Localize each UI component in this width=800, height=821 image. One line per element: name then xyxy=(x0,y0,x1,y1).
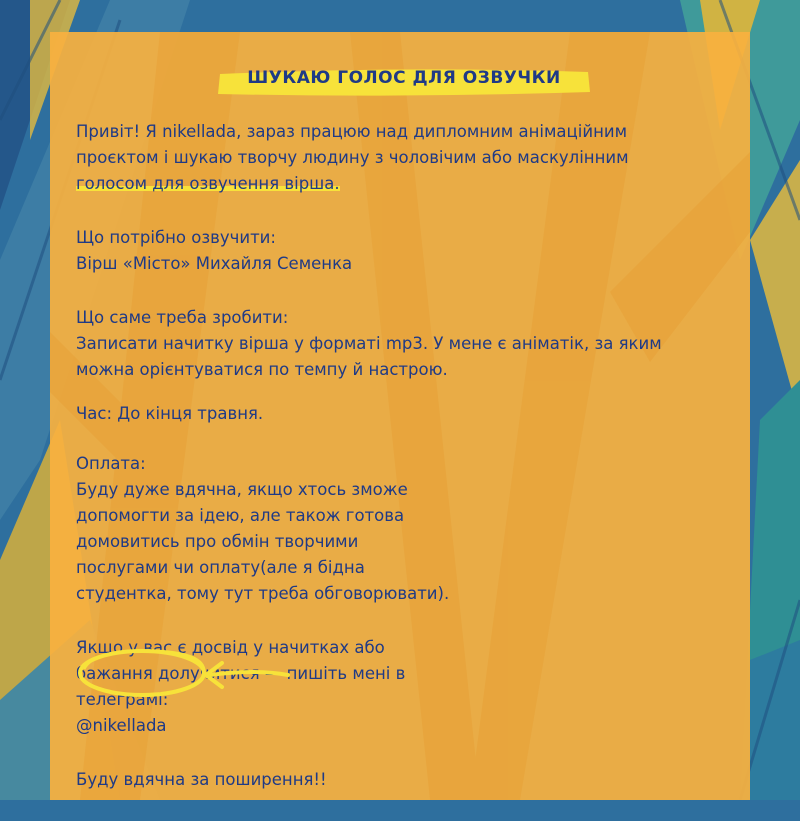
telegram-handle-line xyxy=(76,713,716,739)
task-label: Що саме треба зробити: xyxy=(76,308,289,327)
time-text: Час: До кінця травня. xyxy=(76,404,264,423)
time-block xyxy=(76,401,716,427)
payment-line-1: Буду дуже вдячна, якщо хтось зможе xyxy=(76,480,408,499)
contact-line-1: Якщо у вас є досвід у начитках або xyxy=(76,638,385,657)
what-block xyxy=(76,225,716,277)
contact-block xyxy=(76,635,716,739)
payment-line-3: домовитись про обмін творчими xyxy=(76,532,359,551)
task-line-2: можна орієнтуватися по темпу й настрою. xyxy=(76,360,448,379)
post-body xyxy=(76,119,716,821)
task-line-1: Записати начитку вірша у форматі mp3. У мене є аніматік, за яким xyxy=(76,334,662,353)
intro-line-3 xyxy=(76,171,716,197)
intro-line-1: Привіт! Я nikellada, зараз працюю над дипломним анімаційним xyxy=(76,122,628,141)
outro-text: Буду вдячна за поширення!! xyxy=(76,770,327,789)
outro-block xyxy=(76,767,716,793)
telegram-handle[interactable]: @nikellada xyxy=(76,716,167,735)
contact-line-2: бажання долучитися — пишіть мені в xyxy=(76,664,406,683)
page-title: ШУКАЮ ГОЛОС ДЛЯ ОЗВУЧКИ xyxy=(247,68,561,88)
contact-line-3: телеграмі: xyxy=(76,690,169,709)
payment-line-2: допомогти за ідею, але також готова xyxy=(76,506,405,525)
title-area xyxy=(214,60,594,100)
intro-line-3-highlighted: голосом для озвучення вірша. xyxy=(76,174,340,193)
payment-line-4: послугами чи оплату(але я бідна xyxy=(76,558,365,577)
payment-block xyxy=(76,451,716,607)
task-block xyxy=(76,305,716,383)
payment-label: Оплата: xyxy=(76,454,146,473)
intro-line-2 xyxy=(76,145,716,171)
payment-line-5: студентка, тому тут треба обговорювати). xyxy=(76,584,450,603)
intro-line-2-text: проєктом і шукаю творчу людину з чоловічим або маскулінним xyxy=(76,148,629,167)
what-label: Що потрібно озвучити: xyxy=(76,228,276,247)
what-value: Вірш «Місто» Михайля Семенка xyxy=(76,254,353,273)
intro-block xyxy=(76,119,716,197)
